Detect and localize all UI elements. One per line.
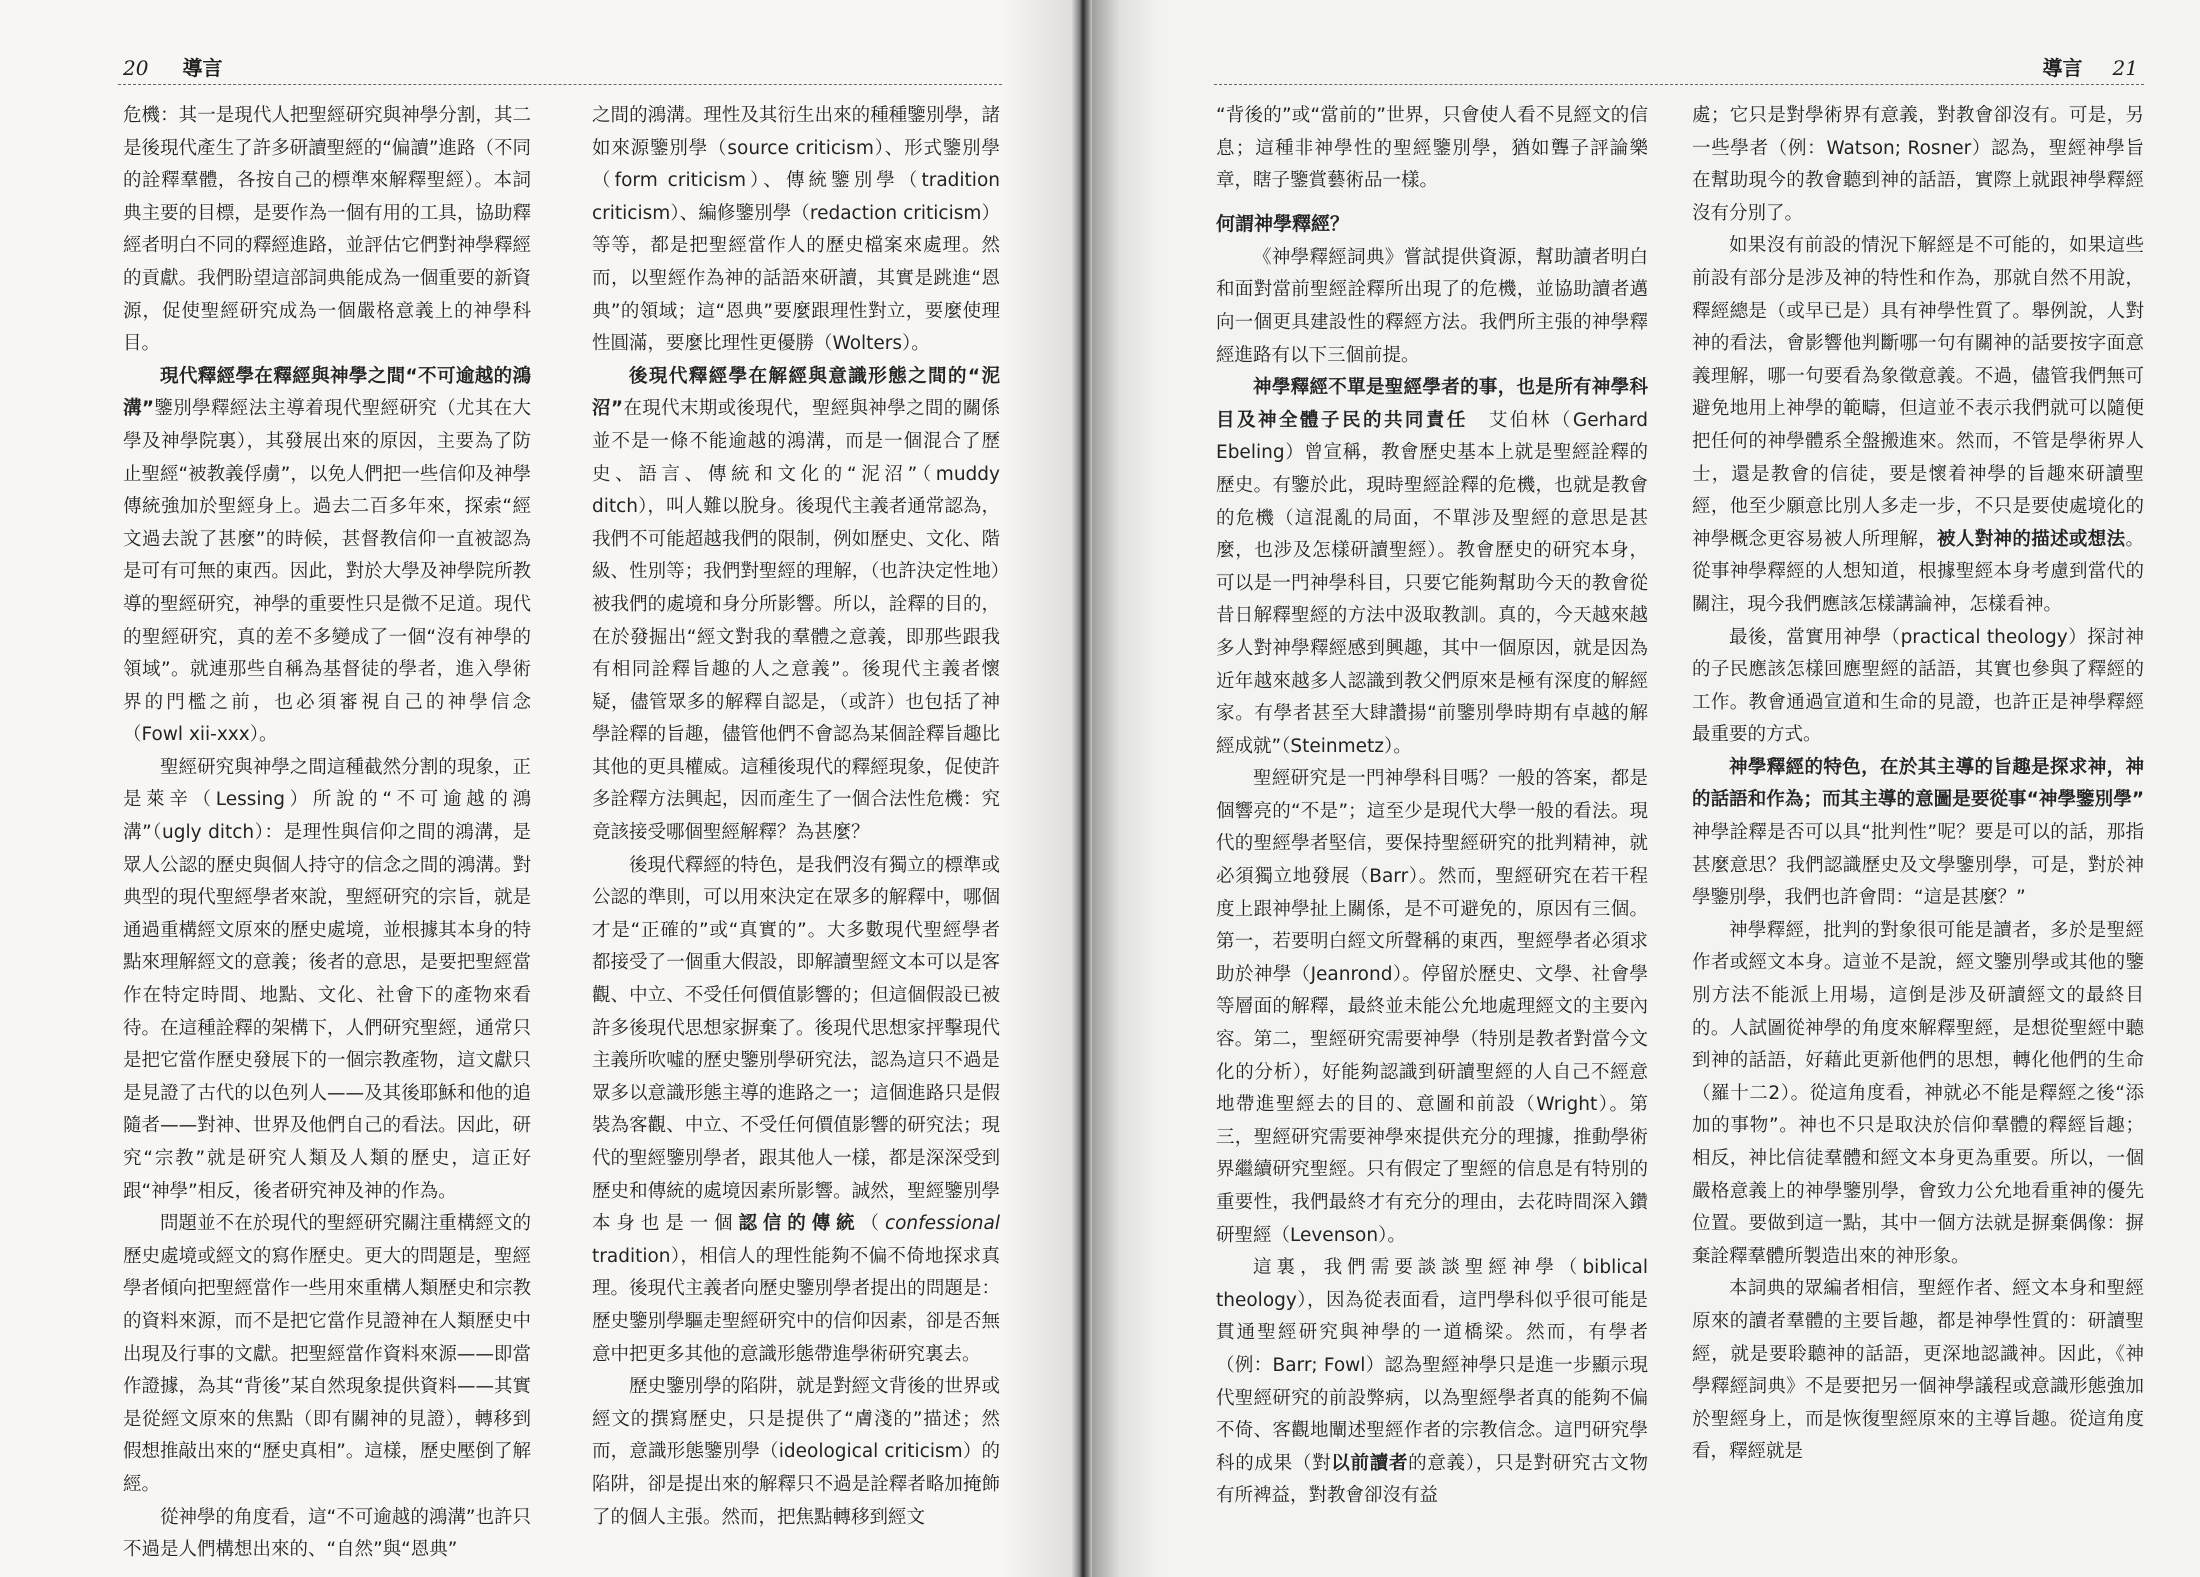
inline-heading: 神學釋經的特色，在於其主導的旨趣是探求神，神的話語和作為；而其主導的意圖是要從事“神學鑒別學”	[1692, 756, 2144, 811]
paragraph: 神學釋經不單是聖經學者的事，也是所有神學科目及神全體子民的共同責任 艾伯林（Gerhard Ebeling）曾宣稱，教會歷史基本上就是聖經詮釋的歷史。有鑒於此，現時聖經詮釋的危機，也就是教會的危機（這混亂的局面，不單涉及聖經的意思是甚麼，也涉及怎樣研讀聖經）。教會歷史的研究本身，可以是一門神學科目，只要它能夠幫助今天的教會從昔日解釋聖經的方法中汲取教訓。真的，今天越來越多人對神學釋經感到興趣，其中一個原因，就是因為近年越來越多人認識到教父們原來是極有深度的解經家。有學者甚至大肆讚揚“前鑒別學時期有卓越的解經成就”（Steinmetz）。	[1216, 377, 1648, 757]
right-column-1	[1216, 100, 1648, 1570]
left-column-2	[592, 100, 1000, 1570]
paragraph: “背後的”或“當前的”世界，只會使人看不見經文的信息；這種非神學性的聖經鑒別學，猶如聾子評論樂章，瞎子鑒賞藝術品一樣。	[1216, 105, 1648, 192]
section-heading: 何謂神學釋經？	[1216, 212, 1350, 235]
inline-heading: 後現代釋經學在解經與意識形態之間的“泥沼”	[592, 365, 1000, 420]
paragraph: 問題並不在於現代的聖經研究關注重構經文的歷史處境或經文的寫作歷史。更大的問題是，聖經學者傾向把聖經當作一些用來重構人類歷史和宗教的資料來源，而不是把它當作見證神在人類歷史中出現及行事的文獻。把聖經當作資料來源——即當作證據，為其“背後”某自然現象提供資料——其實是從經文原來的焦點（即有關神的見證），轉移到假想推敲出來的“歷史真相”。這樣，歷史壓倒了解經。	[123, 1213, 531, 1495]
right-running-title: 導言	[2042, 56, 2083, 80]
book-gutter	[1072, 0, 1092, 1577]
inline-heading: 神學釋經不單是聖經學者的事，也是所有神學科目及神全體子民的共同責任	[1216, 377, 1648, 431]
paragraph: 這裏，我們需要談談聖經神學（biblical theology），因為從表面看，這門學科似乎很可能是貫通聖經研究與神學的一道橋梁。然而，有學者（例：Barr; Fowl）認為聖經神學只是進一步顯示現代聖經研究的前設弊病，以為聖經學者真的能夠不偏不倚、客觀地闡述聖經作者的宗教信念。這門研究學科的成果（對以前讀者的意義），只是對研究古文物有所裨益，對教會卻沒有益	[1216, 1257, 1648, 1507]
right-page	[1092, 0, 2200, 1577]
paragraph: 歷史鑒別學的陷阱，就是對經文背後的世界或經文的撰寫歷史，只是提供了“膚淺的”描述；然而，意識形態鑒別學（ideological criticism）的陷阱，卻是提出來的解釋只不過是詮釋者略加掩飾了的個人主張。然而，把焦點轉移到經文	[592, 1376, 1000, 1528]
paragraph: 如果沒有前設的情況下解經是不可能的，如果這些前設有部分是涉及神的特性和作為，那就自然不用說，釋經總是（或早已是）具有神學性質了。舉例說，人對神的看法，會影響他判斷哪一句有關神的話要按字面意義理解，哪一句要看為象徵意義。不過，儘管我們無可避免地用上神學的範疇，但這並不表示我們就可以隨便把任何的神學體系全盤搬進來。然而，不管是學術界人士，還是教會的信徒，要是懷着神學的旨趣來研讀聖經，他至少願意比別人多走一步，不只是要使處境化的神學概念更容易被人所理解，被人對神的描述或想法。從事神學釋經的人想知道，根據聖經本身考慮到當代的關注，現今我們應該怎樣講論神，怎樣看神。	[1692, 235, 2144, 615]
paragraph: 危機：其一是現代人把聖經研究與神學分割，其二是後現代產生了許多研讀聖經的“偏讀”進路（不同的詮釋羣體，各按自己的標準來解釋聖經）。本詞典主要的目標，是要作為一個有用的工具，協助釋經者明白不同的釋經進路，並評估它們對神學釋經的貢獻。我們盼望這部詞典能成為一個重要的新資源，促使聖經研究成為一個嚴格意義上的神學科目。	[123, 105, 531, 355]
emphasis: 認信的傳統	[738, 1213, 861, 1235]
left-page	[0, 0, 1072, 1577]
right-column-2	[1692, 100, 2144, 1570]
paragraph: 之間的鴻溝。理性及其衍生出來的種種鑒別學，諸如來源鑒別學（source criticism）、形式鑒別學（form criticism）、傳統鑒別學（tradition criticism）、編修鑒別學（redaction criticism）等等，都是把聖經當作人的歷史檔案來處理。然而，以聖經作為神的話語來研讀，其實是跳進“恩典”的領域；這“恩典”要麼跟理性對立，要麼使理性圓滿，要麼比理性更優勝（Wolters）。	[592, 105, 1000, 355]
paragraph: 從神學的角度看，這“不可逾越的鴻溝”也許只不過是人們構想出來的、“自然”與“恩典”	[123, 1506, 531, 1561]
paragraph: 後現代釋經學在解經與意識形態之間的“泥沼”在現代末期或後現代，聖經與神學之間的關係並不是一條不能逾越的鴻溝，而是一個混合了歷史、語言、傳統和文化的“泥沼”（muddy ditch），叫人難以脫身。後現代主義者通常認為，我們不可能超越我們的限制，例如歷史、文化、階級、性別等；我們對聖經的理解，（也許決定性地）被我們的處境和身分所影響。所以，詮釋的目的，在於發掘出“經文對我的羣體之意義，即那些跟我有相同詮釋旨趣的人之意義”。後現代主義者懷疑，儘管眾多的解釋自認是，（或許）也包括了神學詮釋的旨趣，儘管他們不會認為某個詮釋旨趣比其他的更具權威。這種後現代的釋經現象，促使許多詮釋方法興起，因而產生了一個合法性危機：究竟該接受哪個聖經解釋？為甚麼？	[592, 365, 1000, 844]
right-header-rule	[1214, 84, 2144, 85]
emphasis: 被人對神的描述或想法	[1937, 528, 2126, 550]
paragraph: 本詞典的眾編者相信，聖經作者、經文本身和聖經原來的讀者羣體的主要旨趣，都是神學性質的：研讀聖經，就是要聆聽神的話語，更深地認識神。因此，《神學釋經詞典》不是要把另一個神學議程或意識形態強加於聖經身上，而是恢復聖經原來的主導旨趣。從這角度看，釋經就是	[1692, 1278, 2144, 1463]
left-column-1	[123, 100, 531, 1570]
emphasis: 以前讀者	[1331, 1452, 1409, 1474]
paragraph: 聖經研究是一門神學科目嗎？一般的答案，都是個響亮的“不是”；這至少是現代大學一般的看法。現代的聖經學者堅信，要保持聖經研究的批判精神，就必須獨立地發展（Barr）。然而，聖經研究在若干程度上跟神學扯上關係，是不可避免的，原因有三個。第一，若要明白經文所聲稱的東西，聖經學者必須求助於神學（Jeanrond）。停留於歷史、文學、社會學等層面的解釋，最終並未能公允地處理經文的主要內容。第二，聖經研究需要神學（特別是教者對當今文化的分析），好能夠認識到研讀聖經的人自己不經意地帶進聖經去的目的、意圖和前設（Wright）。第三，聖經研究需要神學來提供充分的理據，推動學術界繼續研究聖經。只有假定了聖經的信息是有特別的重要性，我們最終才有充分的理由，去花時間深入鑽研聖經（Levenson）。	[1216, 768, 1648, 1246]
paragraph: 最後，當實用神學（practical theology）探討神的子民應該怎樣回應聖經的話語，其實也參與了釋經的工作。教會通過宣道和生命的見證，也許正是神學釋經最重要的方式。	[1692, 626, 2144, 746]
paragraph: 現代釋經學在釋經與神學之間“不可逾越的鴻溝”鑒別學釋經法主導着現代聖經研究（尤其在大學及神學院裏），其發展出來的原因，主要為了防止聖經“被教義俘虜”，以免人們把一些信仰及神學傳統強加於聖經身上。過去二百多年來，探索“經文過去說了甚麼”的時候，甚督教信仰一直被認為是可有可無的東西。因此，對於大學及神學院所教導的聖經研究，神學的重要性只是微不足道。現代的聖經研究，真的差不多變成了一個“沒有神學的領域”。就連那些自稱為基督徒的學者，進入學術界的門檻之前，也必須審視自己的神學信念（Fowl xii-xxx）。	[123, 365, 531, 746]
left-running-head	[123, 52, 222, 81]
gutter-shadow-left	[1002, 0, 1072, 1577]
left-running-title: 導言	[182, 56, 223, 80]
paragraph: 《神學釋經詞典》嘗試提供資源，幫助讀者明白和面對當前聖經詮釋所出現了的危機，並協助讀者邁向一個更具建設性的釋經方法。我們所主張的神學釋經進路有以下三個前提。	[1216, 246, 1648, 366]
gutter-shadow-right	[1092, 0, 1162, 1577]
left-page-number: 20	[123, 56, 149, 80]
paragraph: 後現代釋經的特色，是我們沒有獨立的標準或公認的準則，可以用來決定在眾多的解釋中，哪個才是“正確的”或“真實的”。大多數現代聖經學者都接受了一個重大假設，即解讀聖經文本可以是客觀、中立、不受任何價值影響的；但這個假設已被許多後現代思想家摒棄了。後現代思想家抨擊現代主義所吹噓的歷史鑒別學研究法，認為這只不過是眾多以意識形態主導的進路之一；這個進路只是假裝為客觀、中立、不受任何價值影響的研究法；現代的聖經鑒別學者，跟其他人一樣，都是深深受到歷史和傳統的處境因素所影響。誠然，聖經鑒別學本身也是一個認信的傳統（confessional tradition），相信人的理性能夠不偏不倚地探求真理。後現代主義者向歷史鑒別學者提出的問題是：歷史鑒別學驅走聖經研究中的信仰因素，卻是否無意中把更多其他的意識形態帶進學術研究裏去。	[592, 854, 1000, 1365]
paragraph: 神學釋經的特色，在於其主導的旨趣是探求神，神的話語和作為；而其主導的意圖是要從事“神學鑒別學” 神學詮釋是否可以具“批判性”呢？要是可以的話，那指甚麼意思？我們認識歷史及文學鑒別學，可是，對於神學鑒別學，我們也許會問：“這是甚麼？”	[1692, 756, 2144, 909]
paragraph: 處；它只是對學術界有意義，對教會卻沒有。可是，另一些學者（例：Watson; Rosner）認為，聖經神學旨在幫助現今的教會聽到神的話語，實際上就跟神學釋經沒有分別了。	[1692, 105, 2144, 224]
paragraph: 神學釋經，批判的對象很可能是讀者，多於是聖經作者或經文本身。這並不是說，經文鑒別學或其他的鑒別方法不能派上用場，這倒是涉及研讀經文的最終目的。人試圖從神學的角度來解釋聖經，是想從聖經中聽到神的話語，好藉此更新他們的思想，轉化他們的生命（羅十二2）。從這角度看，神就必不能是釋經之後“添加的事物”。神也不只是取決於信仰羣體的釋經旨趣；相反，神比信徒羣體和經文本身更為重要。所以，一個嚴格意義上的神學鑒別學，會致力公允地看重神的優先位置。要做到這一點，其中一個方法就是摒棄偶像：摒棄詮釋羣體所製造出來的神形象。	[1692, 919, 2144, 1267]
emphasis-italic: confessional	[884, 1213, 1000, 1235]
left-header-rule	[118, 84, 1002, 85]
inline-heading: 現代釋經學在釋經與神學之間“不可逾越的鴻溝”	[123, 365, 531, 420]
paragraph: 聖經研究與神學之間這種截然分割的現象，正是萊辛（Lessing）所說的“不可逾越的鴻溝”（ugly ditch）：是理性與信仰之間的鴻溝，是眾人公認的歷史與個人持守的信念之間的鴻溝。對典型的現代聖經學者來說，聖經研究的宗旨，就是通過重構經文原來的歷史處境，並根據其本身的特點來理解經文的意義；後者的意思，是要把聖經當作在特定時間、地點、文化、社會下的產物來看待。在這種詮釋的架構下，人們研究聖經，通常只是把它當作歷史發展下的一個宗教產物，這文獻只是見證了古代的以色列人——及其後耶穌和他的追隨者——對神、世界及他們自己的看法。因此，研究“宗教”就是研究人類及人類的歷史，這正好跟“神學”相反，後者研究神及神的作為。	[123, 756, 531, 1202]
right-running-head	[2043, 52, 2138, 81]
right-page-number: 21	[2112, 56, 2138, 80]
